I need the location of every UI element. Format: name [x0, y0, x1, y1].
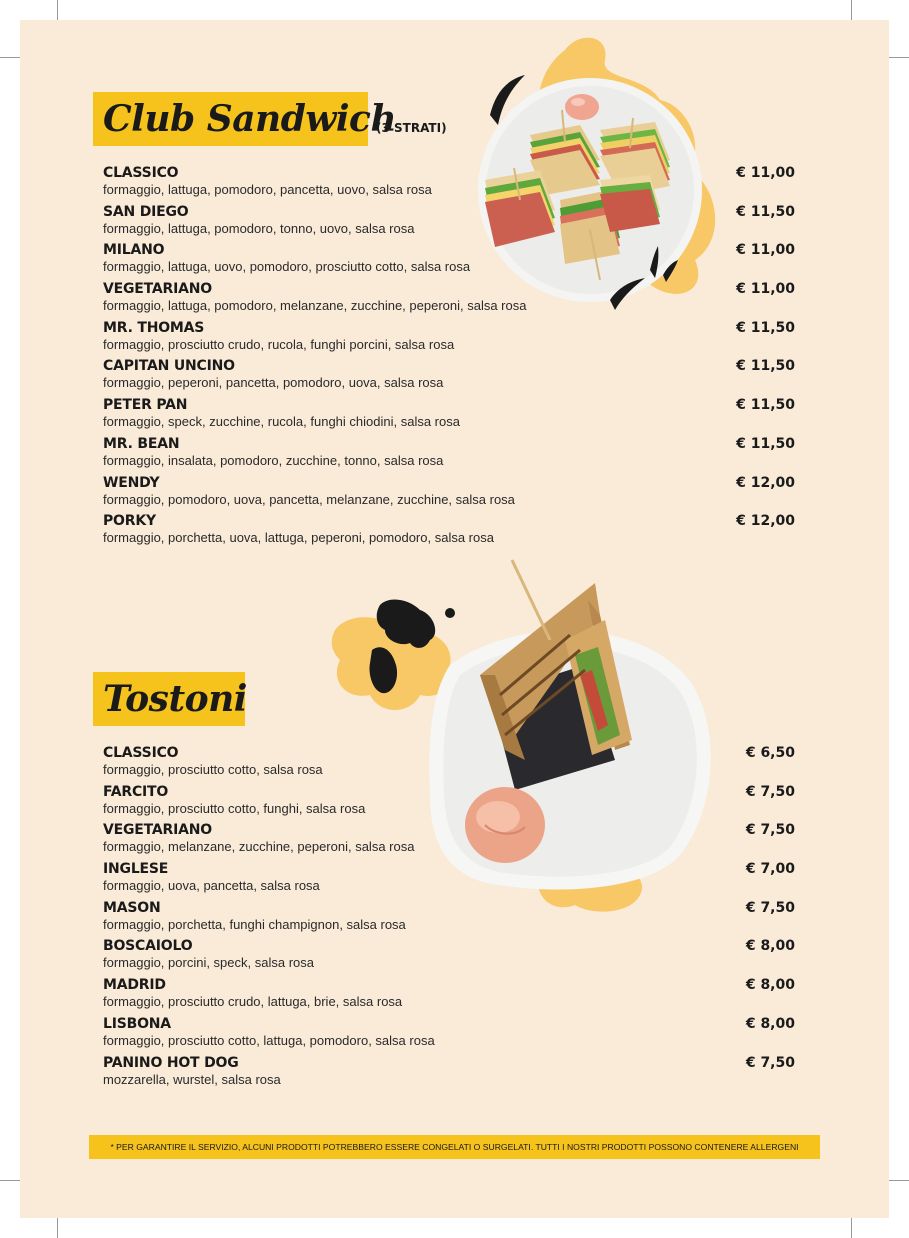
menu-item-description: formaggio, porchetta, funghi champignon, salsa rosa: [103, 916, 406, 932]
crop-mark: [851, 1218, 852, 1238]
menu-item: [103, 165, 795, 204]
menu-item: [103, 938, 795, 977]
menu-item-name: MASON: [103, 899, 161, 916]
menu-item: [103, 977, 795, 1016]
menu-item-price: € 7,00: [745, 861, 795, 878]
menu-item: [103, 822, 795, 861]
menu-item-price: € 12,00: [736, 474, 795, 491]
menu-item-description: formaggio, lattuga, uovo, pomodoro, prosciutto cotto, salsa rosa: [103, 259, 471, 275]
menu-item-price: € 11,00: [736, 242, 795, 259]
menu-item-name: PORKY: [103, 513, 156, 530]
menu-item-description: formaggio, lattuga, pomodoro, melanzane, zucchine, peperoni, salsa rosa: [103, 298, 527, 314]
menu-item-name: CLASSICO: [103, 165, 179, 181]
menu-item-price: € 8,00: [745, 1015, 795, 1032]
menu-item-name: CAPITAN UNCINO: [103, 358, 235, 375]
menu-item: [103, 1016, 795, 1055]
menu-item-price: € 11,00: [736, 165, 795, 181]
menu-item-description: formaggio, prosciutto cotto, lattuga, pomodoro, salsa rosa: [103, 1032, 435, 1048]
menu-item: [103, 745, 795, 784]
menu-item-description: mozzarella, wurstel, salsa rosa: [103, 1071, 281, 1087]
menu-item-description: formaggio, speck, zucchine, rucola, funghi chiodini, salsa rosa: [103, 414, 460, 430]
menu-item-description: formaggio, porcini, speck, salsa rosa: [103, 955, 314, 971]
tostoni-menu-list: [103, 745, 795, 1093]
menu-item-price: € 11,50: [736, 397, 795, 414]
menu-item: [103, 861, 795, 900]
menu-item: [103, 358, 795, 397]
tostoni-title: Tostoni: [103, 678, 247, 720]
club-sandwich-title: Club Sandwich: [103, 98, 397, 140]
menu-item-name: SAN DIEGO: [103, 203, 189, 220]
crop-mark: [0, 1180, 20, 1181]
menu-item-name: WENDY: [103, 474, 160, 491]
menu-item-description: formaggio, peperoni, pancetta, pomodoro, uova, salsa rosa: [103, 375, 444, 391]
menu-item-price: € 11,00: [736, 281, 795, 298]
menu-item-description: formaggio, prosciutto cotto, salsa rosa: [103, 762, 323, 777]
menu-item-name: VEGETARIANO: [103, 822, 212, 839]
menu-item-name: FARCITO: [103, 783, 169, 800]
crop-mark: [851, 0, 852, 20]
menu-item: [103, 436, 795, 475]
menu-item-name: BOSCAIOLO: [103, 938, 193, 955]
menu-item-name: MILANO: [103, 242, 165, 259]
crop-mark: [889, 1180, 909, 1181]
menu-item-description: formaggio, pomodoro, uova, pancetta, melanzane, zucchine, salsa rosa: [103, 491, 515, 507]
menu-item-description: formaggio, insalata, pomodoro, zucchine, tonno, salsa rosa: [103, 452, 444, 468]
menu-item-price: € 11,50: [736, 435, 795, 452]
menu-item-name: LISBONA: [103, 1015, 171, 1032]
menu-item: [103, 204, 795, 243]
menu-item-description: formaggio, porchetta, uova, lattuga, peperoni, pomodoro, salsa rosa: [103, 530, 494, 546]
menu-item-price: € 11,50: [736, 319, 795, 336]
tostoni-title-banner: [93, 672, 245, 726]
menu-item-price: € 7,50: [745, 822, 795, 839]
menu-item-price: € 7,50: [745, 783, 795, 800]
menu-item-name: VEGETARIANO: [103, 281, 212, 298]
menu-item-price: € 8,00: [745, 938, 795, 955]
club-sandwich-subtitle: (3 STRATI): [376, 121, 447, 135]
menu-item-price: € 11,50: [736, 358, 795, 375]
menu-item: [103, 281, 795, 320]
menu-item-name: MR. BEAN: [103, 435, 180, 452]
menu-item: [103, 784, 795, 823]
menu-item-description: formaggio, melanzane, zucchine, peperoni, salsa rosa: [103, 839, 415, 855]
menu-item-description: formaggio, prosciutto cotto, funghi, salsa rosa: [103, 800, 366, 816]
menu-item-price: € 7,50: [745, 899, 795, 916]
crop-mark: [57, 0, 58, 20]
menu-item-name: PANINO HOT DOG: [103, 1054, 239, 1071]
menu-item: [103, 320, 795, 359]
menu-item-name: MADRID: [103, 977, 166, 994]
crop-mark: [0, 57, 20, 58]
club-sandwich-title-banner: [93, 92, 397, 146]
menu-item: [103, 242, 795, 281]
menu-item: [103, 475, 795, 514]
crop-mark: [57, 1218, 58, 1238]
menu-item-name: PETER PAN: [103, 397, 188, 414]
menu-item-price: € 11,50: [736, 203, 795, 220]
menu-item-price: € 6,50: [745, 745, 795, 761]
menu-item-description: formaggio, prosciutto crudo, rucola, funghi porcini, salsa rosa: [103, 336, 455, 352]
menu-item-name: MR. THOMAS: [103, 319, 205, 336]
club-sandwich-menu-list: [103, 165, 795, 552]
allergen-disclaimer: * PER GARANTIRE IL SERVIZIO, ALCUNI PRODOTTI POTREBBERO ESSERE CONGELATI O SURGELATI. TUTTI I NOSTRI PRODOTTI POSSONO CONTENERE ALLERGENI: [110, 1142, 799, 1152]
menu-item-price: € 8,00: [745, 977, 795, 994]
menu-item: [103, 397, 795, 436]
menu-item-description: formaggio, lattuga, pomodoro, pancetta, uovo, salsa rosa: [103, 182, 432, 197]
menu-item-description: formaggio, uova, pancetta, salsa rosa: [103, 878, 320, 894]
menu-item: [103, 1055, 795, 1094]
allergen-disclaimer-bar: [89, 1135, 820, 1159]
menu-item-name: INGLESE: [103, 861, 169, 878]
menu-item: [103, 513, 795, 552]
menu-item-price: € 7,50: [745, 1054, 795, 1071]
menu-item-price: € 12,00: [736, 513, 795, 530]
crop-mark: [889, 57, 909, 58]
menu-item-description: formaggio, lattuga, pomodoro, tonno, uovo, salsa rosa: [103, 220, 415, 236]
menu-item: [103, 900, 795, 939]
menu-item-description: formaggio, prosciutto crudo, lattuga, brie, salsa rosa: [103, 994, 403, 1010]
menu-item-name: CLASSICO: [103, 745, 179, 761]
